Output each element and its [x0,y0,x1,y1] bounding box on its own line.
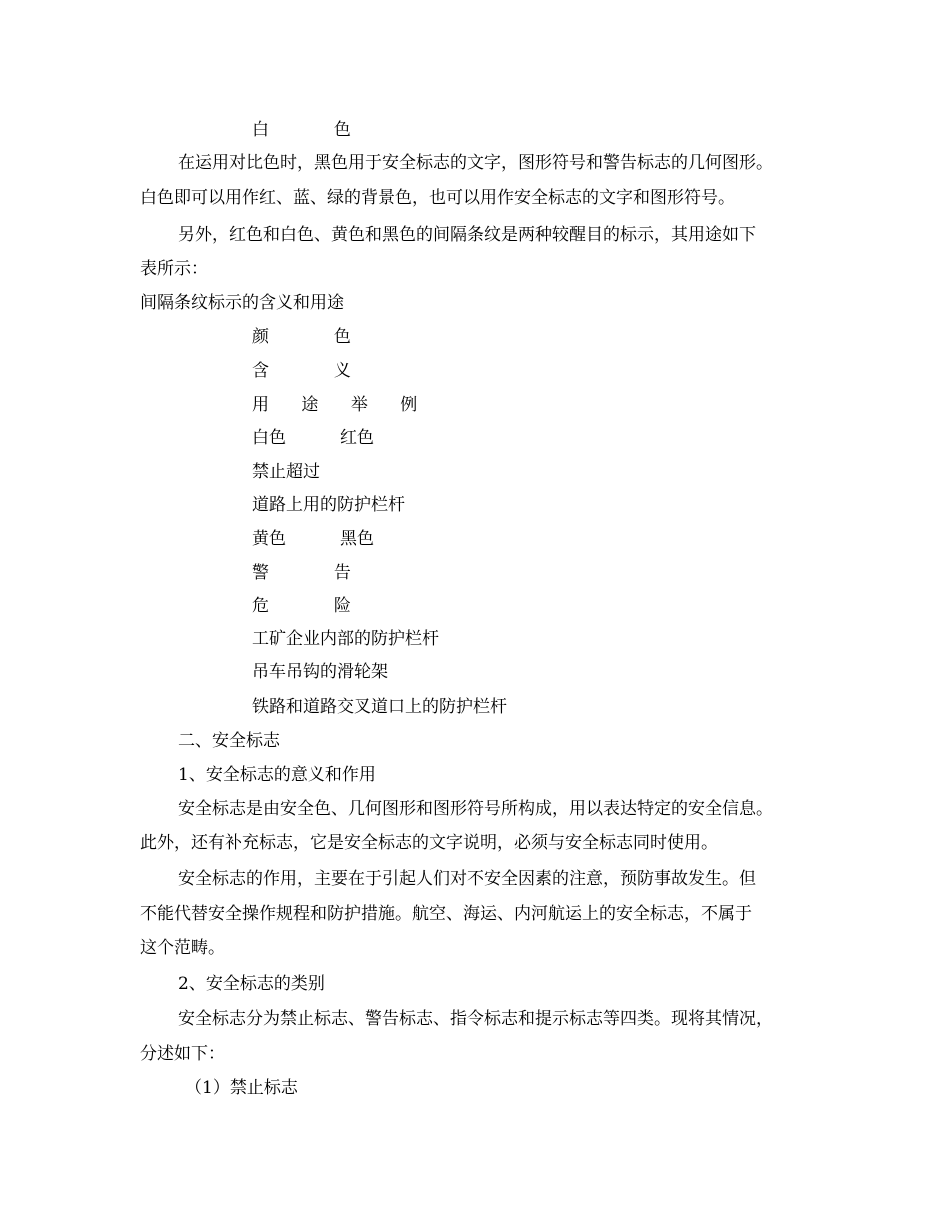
table-cell: 警 告 [252,563,351,583]
table-cell: 道路上用的防护栏杆 [252,495,405,515]
table-cell: 工矿企业内部的防护栏杆 [252,629,439,649]
paragraph-line: 不能代替安全操作规程和防护措施。航空、海运、内河航运上的安全标志，不属于 [140,904,752,924]
paragraph-line: 另外，红色和白色、黄色和黑色的间隔条纹是两种较醒目的标示，其用途如下 [178,225,756,245]
table-cell: 危 险 [252,596,351,616]
paragraph-line: 此外，还有补充标志，它是安全标志的文字说明，必须与安全标志同时使用。 [140,833,718,853]
table-cell: 禁止超过 [252,462,320,482]
list-heading: （1）禁止标志 [185,1078,298,1098]
table-header-cell: 用 途 举 例 [252,395,418,415]
paragraph-line: 在运用对比色时，黑色用于安全标志的文字，图形符号和警告标志的几何图形。 [178,153,773,173]
table-cell: 白色 红色 [252,428,375,448]
paragraph-line: 白色即可以用作红、蓝、绿的背景色，也可以用作安全标志的文字和图形符号。 [140,188,735,208]
paragraph-line: 安全标志分为禁止标志、警告标志、指令标志和提示标志等四类。现将其情况， [178,1009,773,1029]
section-heading: 二、安全标志 [178,731,280,751]
subsection-heading: 2、安全标志的类别 [178,974,325,994]
table-header-cell: 含 义 [252,361,351,381]
paragraph-line: 安全标志是由安全色、几何图形和图形符号所构成，用以表达特定的安全信息。 [178,799,773,819]
table-cell: 黄色 黑色 [252,529,375,549]
table-caption: 间隔条纹标示的含义和用途 [140,293,344,313]
table-cell: 铁路和道路交叉道口上的防护栏杆 [252,697,507,717]
paragraph-line: 表所示： [140,259,208,279]
paragraph-line: 安全标志的作用，主要在于引起人们对不安全因素的注意，预防事故发生。但 [178,869,756,889]
paragraph-line: 这个范畴。 [140,938,225,958]
table-cell: 吊车吊钩的滑轮架 [252,662,388,682]
table-header-cell: 颜 色 [252,327,351,347]
subsection-heading: 1、安全标志的意义和作用 [178,765,376,785]
text-line: 白 色 [252,120,351,140]
paragraph-line: 分述如下： [140,1044,225,1064]
